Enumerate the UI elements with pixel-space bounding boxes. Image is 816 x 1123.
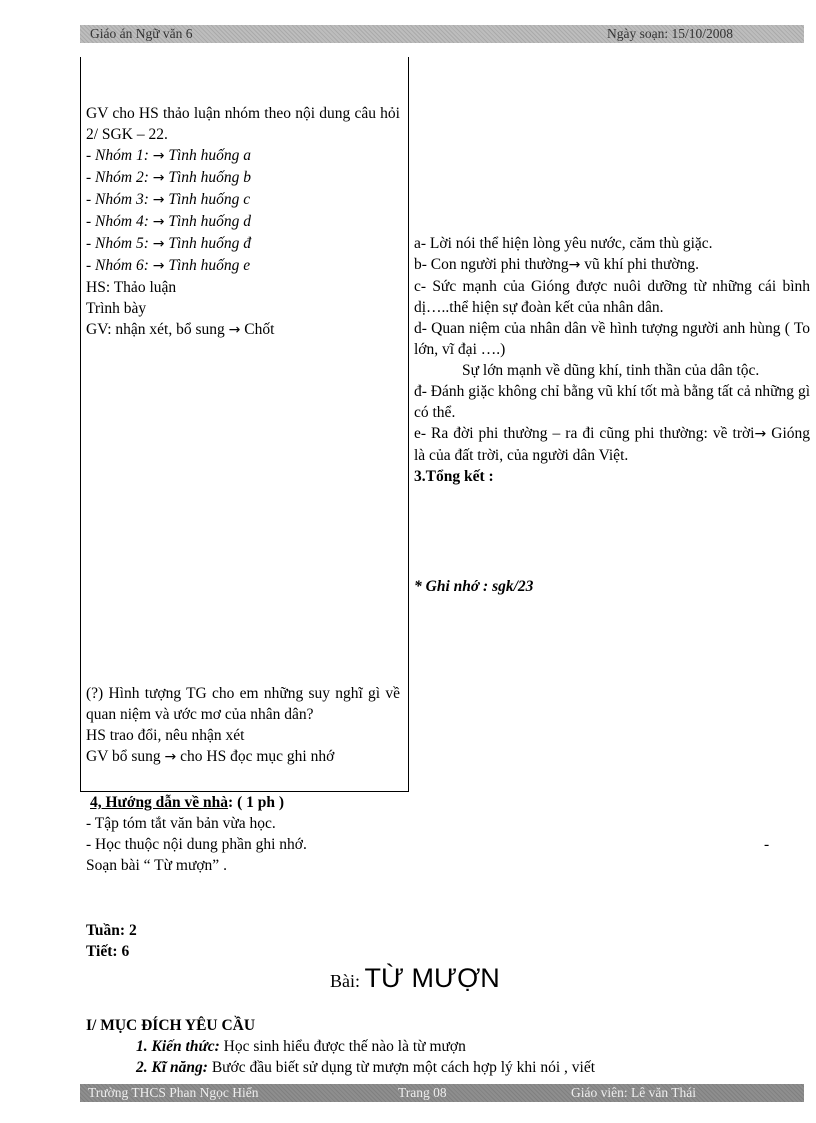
arrow-right-icon: → bbox=[568, 257, 581, 273]
arrow-right-icon: → bbox=[152, 214, 165, 230]
arrow-right-icon: → bbox=[152, 236, 165, 252]
content-column bbox=[414, 233, 810, 487]
point-b: b- Con người phi thường→ vũ khí phi thường. bbox=[414, 256, 700, 273]
lesson-title: Bài: TỪ MƯỢN bbox=[330, 963, 500, 993]
footer-page-number: Trang 08 bbox=[398, 1085, 447, 1100]
week-label: Tuần: 2 bbox=[86, 922, 137, 939]
student-discussion: HS: Thảo luận bbox=[86, 279, 177, 296]
point-e: e- Ra đời phi thường – ra đi cũng phi thường: về trời→ Gióng là của đất trời, của người dân Việt. bbox=[414, 425, 810, 464]
header-subject: Giáo án Ngữ văn 6 bbox=[90, 26, 193, 41]
list-item: - Nhóm 4: → Tình huống d bbox=[86, 213, 252, 230]
arrow-right-icon: → bbox=[152, 258, 165, 274]
homework-item: - Tập tóm tắt văn bản vừa học. bbox=[86, 815, 276, 832]
teacher-question-block bbox=[86, 683, 400, 768]
point-d-continued: Sự lớn mạnh về dũng khí, tinh thần của dân tộc. bbox=[462, 362, 760, 379]
table-left-border bbox=[80, 57, 81, 792]
arrow-right-icon: → bbox=[228, 322, 241, 338]
table-column-divider bbox=[408, 57, 409, 792]
arrow-right-icon: → bbox=[152, 192, 165, 208]
point-dd: đ- Đánh giặc không chỉ bằng vũ khí tốt mà bằng tất cả những gì có thể. bbox=[414, 383, 810, 421]
group-list bbox=[86, 145, 400, 277]
goal-knowledge: 1. Kiến thức: Học sinh hiểu được thế nào là từ mượn bbox=[136, 1038, 466, 1055]
page-footer bbox=[80, 1084, 804, 1102]
header-date: Ngày soạn: 15/10/2008 bbox=[607, 26, 733, 41]
list-item: - Nhóm 2: → Tình huống b bbox=[86, 169, 252, 186]
footer-school: Trường THCS Phan Ngọc Hiển bbox=[88, 1085, 259, 1100]
student-response: HS trao đổi, nêu nhận xét bbox=[86, 727, 245, 744]
stray-dash: - bbox=[764, 836, 770, 853]
arrow-right-icon: → bbox=[164, 749, 177, 765]
arrow-right-icon: → bbox=[152, 148, 165, 164]
list-item: - Nhóm 5: → Tình huống đ bbox=[86, 235, 252, 252]
point-c: c- Sức mạnh của Gióng được nuôi dưỡng từ những cái bình dị…..thể hiện sự đoàn kết của nhân dân. bbox=[414, 278, 810, 316]
homework-item: - Học thuộc nội dung phần ghi nhớ. bbox=[86, 836, 307, 853]
teacher-conclude: GV: nhận xét, bổ sung → Chốt bbox=[86, 321, 275, 338]
section-heading: I/ MỤC ĐÍCH YÊU CẦU bbox=[86, 1017, 256, 1034]
summary-heading: 3.Tổng kết : bbox=[414, 468, 494, 485]
goal-skill: 2. Kĩ năng: Bước đầu biết sử dụng từ mượn một cách hợp lý khi nói , viết bbox=[136, 1059, 596, 1076]
discussion-intro: GV cho HS thảo luận nhóm theo nội dung câu hỏi 2/ SGK – 22. bbox=[86, 105, 400, 143]
list-item: - Nhóm 3: → Tình huống c bbox=[86, 191, 251, 208]
arrow-right-icon: → bbox=[754, 426, 767, 442]
arrow-right-icon: → bbox=[152, 170, 165, 186]
list-item: - Nhóm 1: → Tình huống a bbox=[86, 147, 252, 164]
student-present: Trình bày bbox=[86, 300, 147, 317]
question-text: (?) Hình tượng TG cho em những suy nghĩ gì về quan niệm và ước mơ của nhân dân? bbox=[86, 685, 400, 723]
teacher-supplement: GV bổ sung → cho HS đọc mục ghi nhớ bbox=[86, 748, 335, 765]
memo-note: * Ghi nhớ : sgk/23 bbox=[414, 578, 534, 595]
point-a: a- Lời nói thể hiện lòng yêu nước, căm thù giặc. bbox=[414, 235, 713, 252]
footer-teacher: Giáo viên: Lê văn Thái bbox=[571, 1085, 696, 1100]
page-header bbox=[80, 25, 804, 43]
list-item: - Nhóm 6: → Tình huống e bbox=[86, 257, 251, 274]
period-label: Tiết: 6 bbox=[86, 943, 130, 960]
homework-heading: 4, Hướng dẫn về nhà: ( 1 ph ) bbox=[90, 794, 285, 811]
prepare-lesson: Soạn bài “ Từ mượn” . bbox=[86, 857, 227, 874]
point-d: d- Quan niệm của nhân dân về hình tượng người anh hùng ( To lớn, vĩ đại ….) bbox=[414, 320, 810, 358]
teacher-activity-column bbox=[86, 103, 400, 341]
